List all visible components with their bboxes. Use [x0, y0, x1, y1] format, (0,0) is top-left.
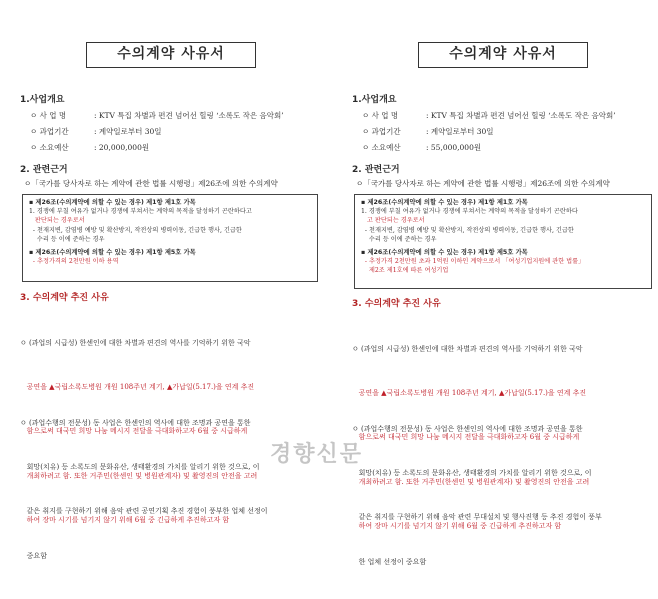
document-title: 수의계약 사유서	[86, 42, 256, 68]
section-heading-basis: 2. 관련근거	[352, 165, 400, 175]
legal-clause-box	[354, 194, 652, 289]
section-heading-reason: 3. 수의계약 추진 사유	[20, 293, 109, 303]
item-period: ㅇ 과업기간 : 계약일로부터 30일	[362, 127, 494, 136]
section-heading-overview: 1.사업개요	[20, 95, 65, 105]
reason-urgency: ㅇ (과업의 시급성) 한센인에 대한 차별과 편견의 역사를 기억하기 위한 국악 공연을 ▲국립소록도병원 개원 108주년 계기, ▲가납일(5.17.)을 연계 추진 함으로써 대국민 희망 나눔 메시지 전달을 극대화하고자 6월 중 시급하게 개최하려고 함. 또한 거주민(한센인 및 병원관계자) 및 촬영진의 안전을 고려 하여 장마 시기를 넘기지 않기 위해 6월 중 긴급하게 추진하고자 함	[20, 338, 258, 525]
document-title: 수의계약 사유서	[418, 42, 588, 68]
clause-heading-2: ▪ 제26조(수의계약에 의할 수 있는 경우) 제1항 제5호 가목	[361, 249, 528, 257]
section-heading-reason: 3. 수의계약 추진 사유	[352, 299, 441, 309]
clause-heading-1: ▪ 제26조(수의계약에 의할 수 있는 경우) 제1항 제1호 가목	[29, 199, 196, 206]
clause-line: 판단되는 경우로서	[29, 217, 85, 225]
item-budget: ㅇ 소요예산 : 55,000,000원	[362, 143, 482, 152]
clause-line: - 추정가격 2천만원 초과 1억원 이하인 계약으로서 「여성기업지원에 관한 법률」	[361, 258, 585, 266]
item-period: ㅇ 과업기간 : 계약일로부터 30일	[30, 127, 162, 136]
clause-line: - 천재지변, 감염병 예방 및 확산방지, 작전상의 병력이동, 긴급한 행사, 긴급한	[29, 226, 242, 234]
item-project-name: ㅇ 사 업 명 : KTV 특집 차별과 편견 넘어선 힐링 ‘소록도 작은 음악회’	[30, 111, 284, 120]
clause-line: 제2조 제1호에 따른 여성기업	[361, 267, 449, 275]
basis-text: ㅇ「국가를 당사자로 하는 계약에 관한 법률 시행령」제26조에 의한 수의계약	[356, 179, 610, 188]
clause-line: 1. 경쟁에 부칠 여유가 없거나 경쟁에 부쳐서는 계약의 목적을 달성하기 곤란하다고	[29, 208, 252, 216]
reason-expertise: ㅇ (과업수행의 전문성) 동 사업은 한센인의 역사에 대한 조명과 공연을 통한 회망(치유) 등 소록도의 문화유산, 생태환경의 가치를 알리기 위한 것으로, 이 같은 취지를 구현하기 위해 음악 관련 공연기획 추진 경험이 풍부한 업체 선정이 중요함	[20, 418, 268, 560]
clause-line: 고 판단되는 경우로서	[361, 217, 425, 225]
clause-heading-1: ▪ 제26조(수의계약에 의할 수 있는 경우) 제1항 제1호 가목	[361, 199, 528, 206]
clause-heading-2: ▪ 제26조(수의계약에 의할 수 있는 경우) 제1항 제5호 가목	[29, 249, 196, 257]
section-heading-basis: 2. 관련근거	[20, 165, 68, 175]
clause-line: - 천재지변, 감염병 예방 및 확산방지, 작전상의 병력이동, 긴급한 행사, 긴급한	[361, 226, 574, 234]
clause-line: 수리 등 이에 준하는 경우	[29, 235, 105, 243]
legal-clause-box	[22, 194, 318, 282]
section-heading-overview: 1.사업개요	[352, 95, 397, 105]
reason-expertise: ㅇ (과업수행의 전문성) 동 사업은 한센인의 역사에 대한 조명과 공연을 통한 회망(치유) 등 소록도의 문화유산, 생태환경의 가치를 알리기 위한 것으로, 이 같은 취지를 구현하기 위해 음악 관련 무대설치 및 행사진행 등 추진 경험이 풍부 한 업체 선정이 중요함	[352, 424, 602, 566]
watermark: 경향신문	[270, 442, 364, 467]
clause-line: - 추정가격의 2천만원 이하 용역	[29, 258, 119, 266]
item-project-name: ㅇ 사 업 명 : KTV 특집 차별과 편견 넘어선 힐링 ‘소록도 작은 음악회’	[362, 111, 616, 120]
item-budget: ㅇ 소요예산 : 20,000,000원	[30, 143, 150, 152]
right-document	[338, 0, 656, 566]
clause-line: 1. 경쟁에 부칠 여유가 없거나 경쟁에 부쳐서는 계약의 목적을 달성하기 곤란하다	[361, 208, 578, 216]
left-document	[6, 0, 324, 560]
basis-text: ㅇ「국가를 당사자로 하는 계약에 관한 법률 시행령」제26조에 의한 수의계약	[24, 179, 278, 188]
reason-urgency: ㅇ (과업의 시급성) 한센인에 대한 차별과 편견의 역사를 기억하기 위한 국악 공연을 ▲국립소록도병원 개원 108주년 계기, ▲가납일(5.17.)을 연계 추진 함으로써 대국민 희망 나눔 메시지 전달을 극대화하고자 6월 중 시급하게 개최하려고 함. 또한 거주민(한센인 및 병원관계자) 및 촬영진의 안전을 고려 하여 장마 시기를 넘기지 않기 위해 6월 중 긴급하게 추진하고자 함	[352, 344, 590, 531]
clause-line: 수리 등 이에 준하는 경우	[361, 235, 437, 243]
